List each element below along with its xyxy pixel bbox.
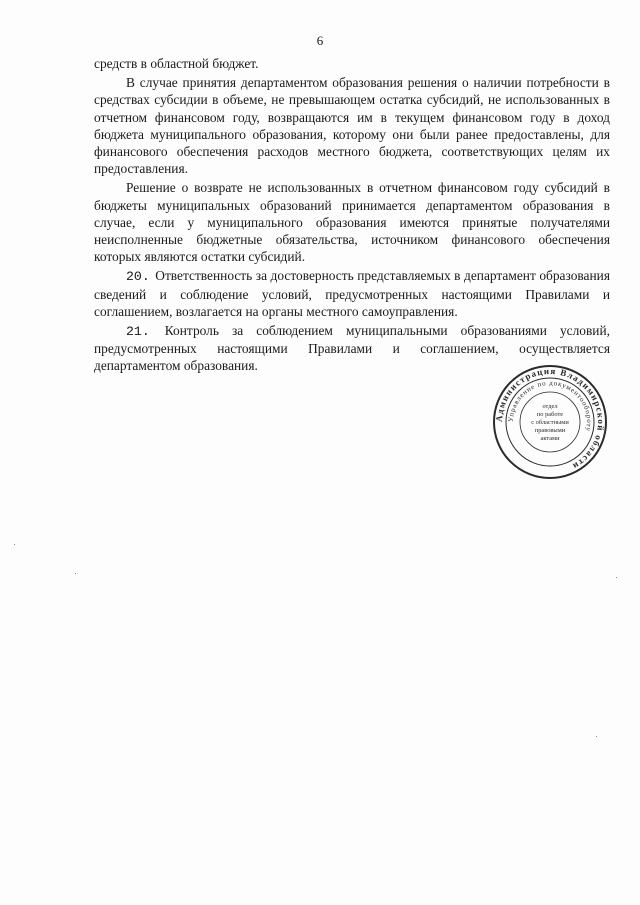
scan-speck <box>616 577 617 578</box>
seal-inner-text: Управление по документообороту <box>506 378 594 433</box>
page-number: 6 <box>316 33 324 48</box>
item-text: Контроль за соблюдением муниципальными образованиями условий, предусмотренных настоящими Правилами и соглашением, осуществляется департаментом образования. <box>94 323 610 374</box>
item-number: 21. <box>126 324 150 340</box>
paragraph-return-decision: Решение о возврате не использованных в отчетном финансовом году субсидий в бюджеты муниципальных образований принимается департаментом образования в случае, если у муниципального образования имеются принятые получателями неисполненные бюджетные обязательства, источником финансового обеспечения которых являются остатки субсидий. <box>94 180 610 265</box>
seal-center-line: актами <box>540 435 560 442</box>
scan-speck <box>75 573 76 574</box>
paragraph-continuation: средств в областной бюджет. <box>94 56 259 71</box>
seal-outer-text: Администрация Владимирской области <box>493 365 607 473</box>
seal-center-line: правовыми <box>534 427 566 434</box>
paragraph-refund-decision: В случае принятия департаментом образования решения о наличии потребности в средствах субсидии в объеме, не превышающем остатка субсидий, не использованных в отчетном финансовом году, возвращаются им в текущем финансовом году в доход бюджета муниципального образования, которому они были ранее предоставлены, для финансового обеспечения расходов местного бюджета, соответствующих целям их предоставления. <box>94 75 610 177</box>
paragraph-item-20 <box>94 267 610 320</box>
scan-speck <box>596 736 597 737</box>
seal-center-line: с областными <box>531 419 569 426</box>
scan-speck <box>14 544 15 545</box>
seal-center-line: по работе <box>536 411 564 418</box>
seal-center-line: отдел <box>542 403 558 410</box>
document-body <box>94 55 610 375</box>
official-seal-stamp <box>492 364 608 480</box>
item-number: 20. <box>126 269 150 285</box>
seal-graphic <box>492 364 608 480</box>
item-text: Ответственность за достоверность представляемых в департамент образования сведений и соблюдение условий, предусмотренных настоящими Правилами и соглашением, возлагается на органы местного самоуправления. <box>94 268 610 319</box>
